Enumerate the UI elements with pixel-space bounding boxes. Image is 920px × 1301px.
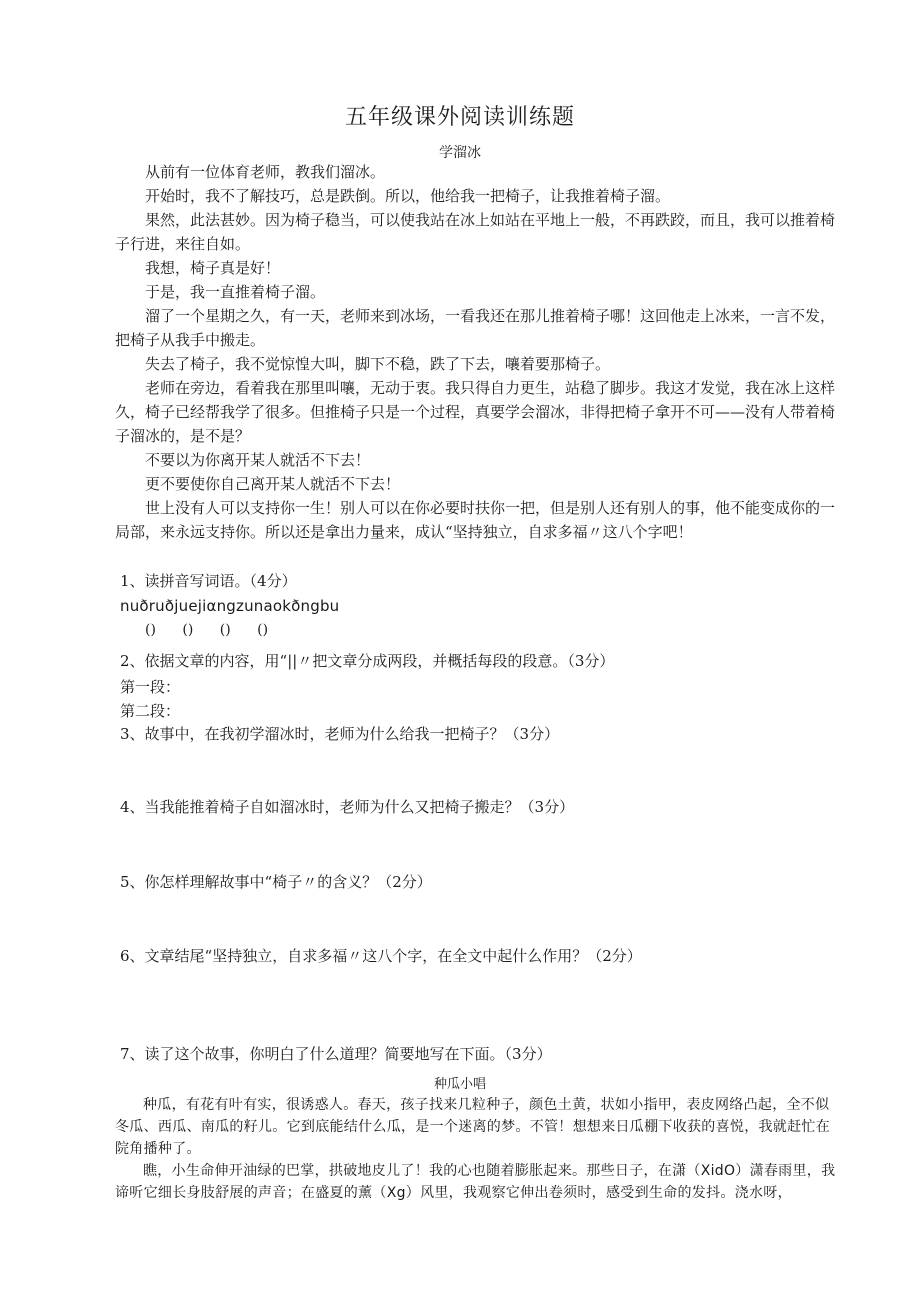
story-paragraph: 果然，此法甚妙。因为椅子稳当，可以使我站在冰上如站在平地上一般，不再跌跤，而且，我可以推着椅子行进，来往自如。 [115,211,836,253]
story-paragraph: 瞧，小生命伸开油绿的巴掌，拱破地皮儿了！我的心也随着膨胀起来。那些日子，在潇（XidO）潇春雨里，我谛听它细长身肢舒展的声音；在盛夏的薰（Xg）风里，我观察它伸出卷须时，感受到生命的发抖。浇水呀， [115,1163,836,1201]
second-story-title: 种瓜小唱 [433,1077,486,1092]
question-4: 4、当我能推着椅子自如溜冰时，老师为什么又把椅子搬走？（3分） [120,798,575,816]
question-6: 6、文章结尾“坚持独立，自求多福〃这八个字，在全文中起什么作用？（2分） [120,947,642,965]
question-1: 1、读拼音写词语。（4分） [120,572,297,590]
story-paragraph: 不要以为你离开某人就活不下去！ [145,451,371,469]
story-paragraph: 开始时，我不了解技巧，总是跌倒。所以，他给我一把椅子，让我推着椅子溜。 [145,187,671,205]
story-paragraph: 从前有一位体育老师，教我们溜冰。 [145,163,386,181]
second-story-body [115,1094,840,1204]
story-paragraph: 老师在旁边，看着我在那里叫嚷，无动于衷。我只得自力更生，站稳了脚步。我这才发觉，我在冰上这样久，椅子已经帮我学了很多。但推椅子只是一个过程，真要学会溜冰，非得把椅子拿开不可——没有人带着椅子溜冰的，是不是？ [115,379,836,445]
story-title: 学溜冰 [439,145,481,161]
story-paragraph: 溜了一个星期之久，有一天，老师来到冰场，一看我还在那儿推着椅子哪！这回他走上冰来，一言不发，把椅子从我手中搬走。 [115,307,836,349]
question-7: 7、读了这个故事，你明白了什么道理？简要地写在下面。（3分） [120,1045,552,1063]
story-paragraph: 种瓜，有花有叶有实，很诱惑人。春天，孩子找来几粒种子，颜色土黄，状如小指甲，表皮网络凸起，全不似冬瓜、西瓜、南瓜的籽儿。它到底能结什么瓜，是一个迷离的梦。不管！想想来日瓜棚下收获的喜悦，我就赶忙在院角播种了。 [115,1097,830,1157]
page-title: 五年级课外阅读训练题 [344,105,575,130]
story-body [115,160,840,544]
segment-1-label: 第一段： [120,678,181,696]
story-paragraph: 失去了椅子，我不觉惊惶大叫，脚下不稳，跌了下去，嚷着要那椅子。 [145,355,611,373]
pinyin-line: nuðruðjuejiαngzunaokðngbu [120,597,340,615]
question-3: 3、故事中，在我初学溜冰时，老师为什么给我一把椅子？（3分） [120,725,560,743]
answer-blanks: () () () () [145,622,269,638]
question-5: 5、你怎样理解故事中“椅子〃的含义？（2分） [120,873,432,891]
segment-2-label: 第二段： [120,702,181,720]
story-paragraph: 世上没有人可以支持你一生！别人可以在你必要时扶你一把，但是别人还有别人的事，他不能变成你的一局部，来永远支持你。所以还是拿出力量来，成认“坚持独立，自求多福〃这八个字吧！ [115,499,836,541]
story-paragraph: 于是，我一直推着椅子溜。 [145,283,326,301]
question-2: 2、依据文章的内容，用“||〃把文章分成两段，并概括每段的段意。（3分） [120,652,615,670]
story-paragraph: 更不要使你自己离开某人就活不下去！ [145,475,401,493]
story-paragraph: 我想，椅子真是好！ [145,259,281,277]
